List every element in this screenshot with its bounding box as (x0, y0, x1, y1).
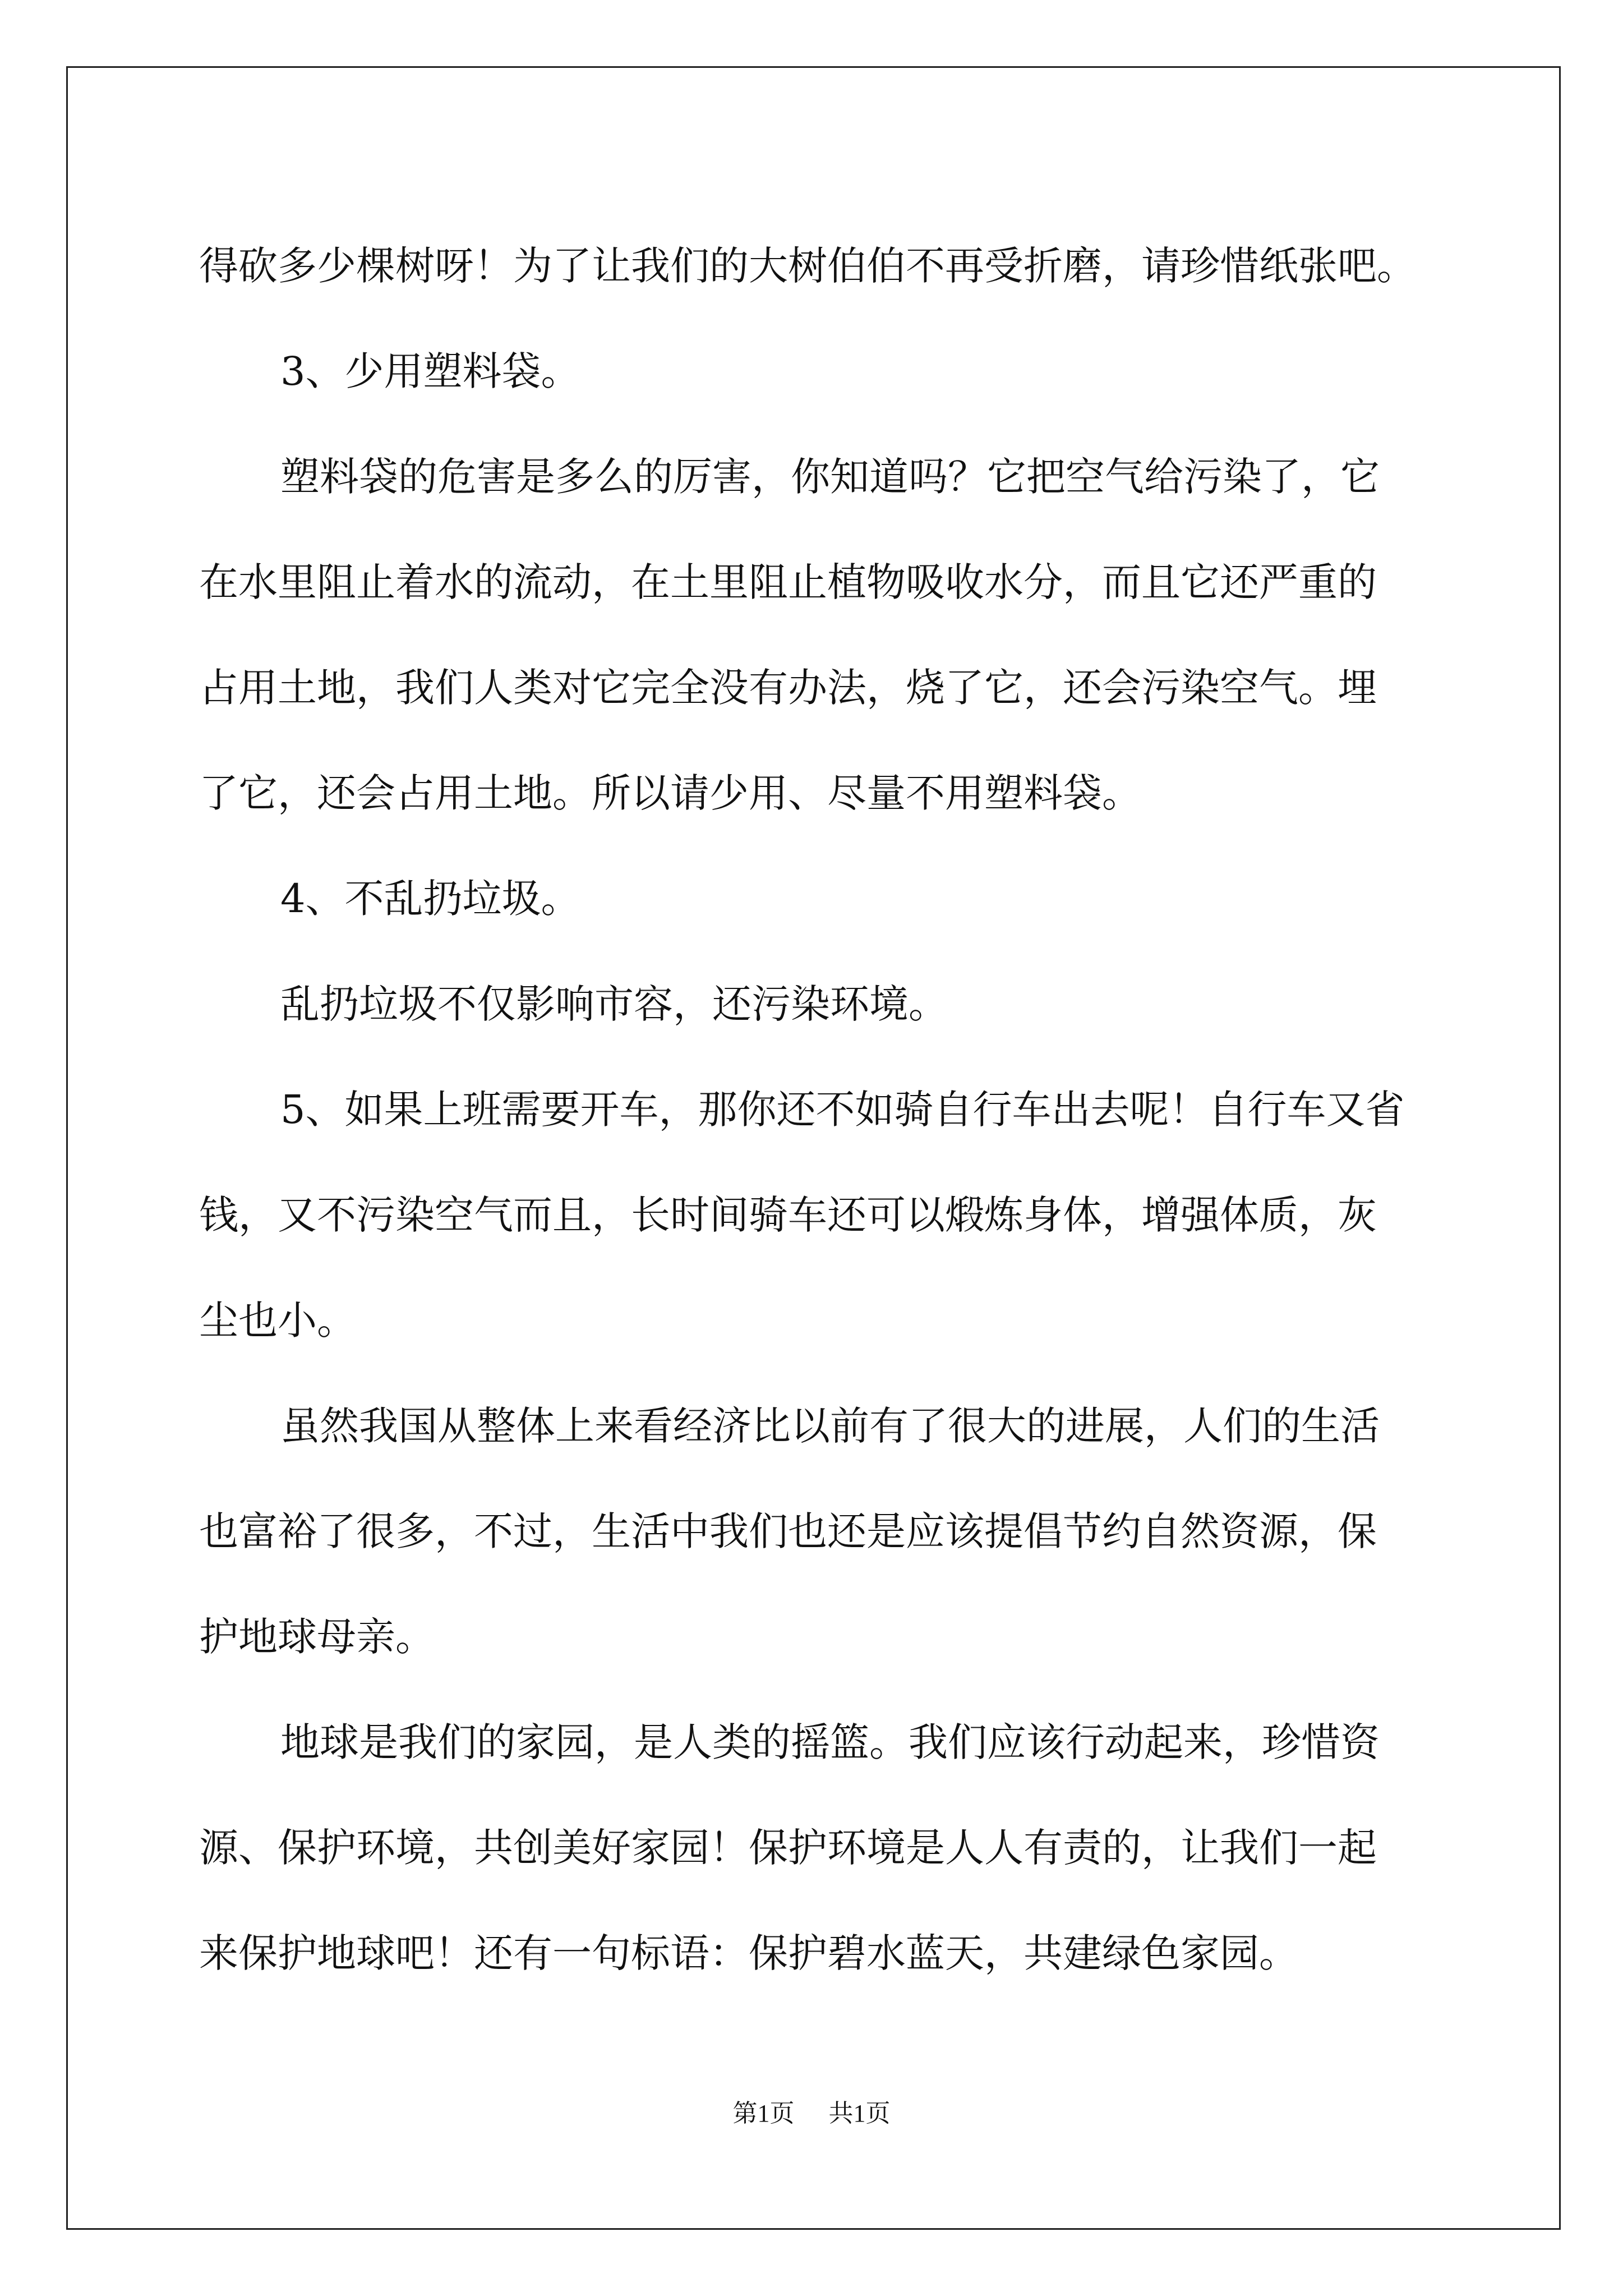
text-line: 乱扔垃圾不仅影响市容，还污染环境。 (280, 981, 948, 1027)
text-line: 3、少用塑料袋。 (280, 348, 580, 394)
page-footer (0, 2097, 1623, 2131)
text-line: 尘也小。 (199, 1297, 356, 1343)
text-line: 4、不乱扔垃圾。 (280, 876, 580, 922)
text-line: 5、如果上班需要开车，那你还不如骑自行车出去呢！自行车又省 (280, 1087, 1405, 1133)
text-line: 塑料袋的危害是多么的厉害，你知道吗？它把空气给污染了，它 (280, 454, 1380, 500)
text-line: 占用土地，我们人类对它完全没有办法，烧了它，还会污染空气。埋 (199, 665, 1377, 711)
text-line: 也富裕了很多，不过，生活中我们也还是应该提倡节约自然资源，保 (199, 1508, 1377, 1554)
text-line: 钱，又不污染空气而且，长时间骑车还可以煅炼身体，增强体质，灰 (199, 1192, 1377, 1238)
text-line: 在水里阻止着水的流动，在土里阻止植物吸收水分，而且它还严重的 (199, 559, 1377, 605)
text-line: 来保护地球吧！还有一句标语：保护碧水蓝天，共建绿色家园。 (199, 1930, 1298, 1976)
document-body (199, 213, 1433, 2006)
text-line: 虽然我国从整体上来看经济比以前有了很大的进展，人们的生活 (280, 1403, 1380, 1449)
text-line: 得砍多少棵树呀！为了让我们的大树伯伯不再受折磨，请珍惜纸张吧。 (199, 243, 1416, 289)
text-line: 了它，还会占用土地。所以请少用、尽量不用塑料袋。 (199, 770, 1141, 816)
text-line: 地球是我们的家园，是人类的摇篮。我们应该行动起来，珍惜资 (280, 1719, 1380, 1765)
page-number-total: 共1页 (828, 2100, 891, 2127)
text-line: 源、保护环境，共创美好家园！保护环境是人人有责的，让我们一起 (199, 1825, 1377, 1871)
page-number-current: 第1页 (732, 2100, 795, 2127)
text-line: 护地球母亲。 (199, 1614, 435, 1660)
